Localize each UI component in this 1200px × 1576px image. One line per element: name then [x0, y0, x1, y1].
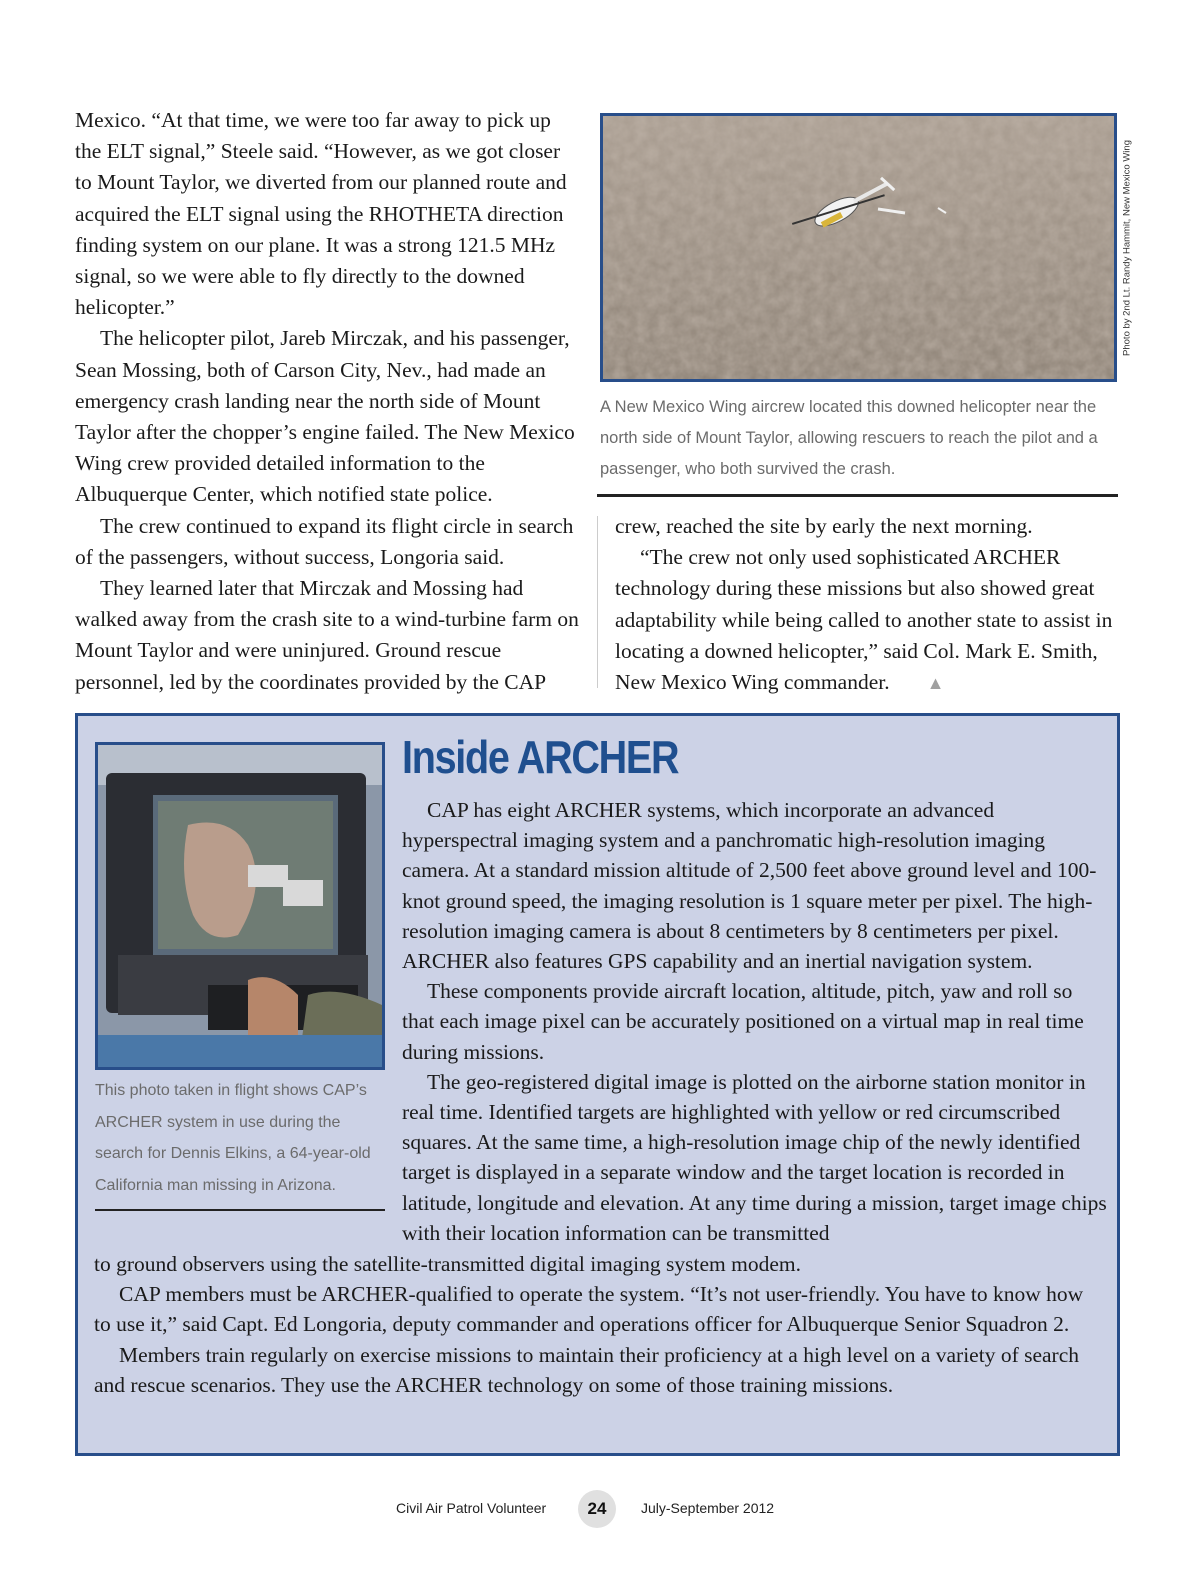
sidebar-paragraph: These components provide aircraft location, altitude, pitch, yaw and roll so that each image pixel can be accurately positioned on a virtual map in real time during missions. [402, 979, 1084, 1064]
footer-issue: July-September 2012 [641, 1500, 775, 1516]
archer-system-photo [95, 742, 385, 1070]
downed-helicopter-photo [600, 113, 1117, 382]
footer-publication: Civil Air Patrol Volunteer [396, 1500, 547, 1516]
archer-monitor-image [98, 745, 382, 1067]
caption-divider [95, 1209, 385, 1211]
helicopter-photo-caption: A New Mexico Wing aircrew located this downed helicopter near the north side of Mount Taylor, allowing rescuers to reach the pilot and a passenger, who both survived the crash. [600, 398, 1098, 478]
sidebar-title: Inside ARCHER [402, 731, 679, 783]
sidebar-paragraph: CAP has eight ARCHER systems, which incorporate an advanced hyperspectral imaging system and a panchromatic high-resolution imaging camera. At a standard mission altitude of 2,500 feet above ground level and 100-knot ground speed, the imaging resolution is 1 square meter per pixel. The high-resolution imaging camera is about 8 centimeters by 8 centimeters per pixel. ARCHER also features GPS capability and an inertial navigation system. [402, 798, 1097, 974]
caption-divider [597, 494, 1118, 497]
article-paragraph: The helicopter pilot, Jareb Mirczak, and his passenger, Sean Mossing, both of Carson City, Nev., had made an emergency crash landing near the north side of Mount Taylor after the chopper’s engine failed. The New Mexico Wing crew provided detailed information to the Albuquerque Center, which notified state police. [75, 326, 575, 507]
end-of-story-triangle-icon: ▲ [926, 673, 945, 694]
article-paragraph: They learned later that Mirczak and Mossing had walked away from the crash site to a wind-turbine farm on Mount Taylor and were uninjured. Ground rescue personnel, led by the coordinates provided by the CAP [75, 576, 579, 694]
aerial-terrain-image [603, 116, 1114, 379]
article-left-column [75, 105, 580, 698]
sidebar-paragraph: CAP members must be ARCHER-qualified to operate the system. “It’s not user-friendly. You have to know how to use it,” said Capt. Ed Longoria, deputy commander and operations officer for Albuquerque Senior Squadron 2. [94, 1282, 1084, 1337]
sidebar-paragraph: The geo-registered digital image is plotted on the airborne station monitor in real time. Identified targets are highlighted with yellow or red circumscribed squares. At the same time, a high-resolution image chip of the newly identified target is displayed in a separate window and the target location is recorded in latitude, longitude and elevation. At any time during a mission, target image chips with their location information can be transmitted [402, 1069, 1107, 1245]
column-divider [597, 516, 598, 688]
article-paragraph: The crew continued to expand its flight circle in search of the passengers, without success, Longoria said. [75, 513, 574, 569]
sidebar-text-full-width [94, 1249, 1104, 1400]
article-paragraph: crew, reached the site by early the next morning. [615, 514, 1033, 538]
page-number: 24 [578, 1490, 616, 1528]
sidebar-paragraph: Members train regularly on exercise missions to maintain their proficiency at a high level on a variety of search and rescue scenarios. They use the ARCHER technology on some of those training missions. [94, 1342, 1080, 1397]
article-paragraph: “The crew not only used sophisticated ARCHER technology during these missions but also showed great adaptability while being called to another state to assist in locating a downed helicopter,” said Col. Mark E. Smith, New Mexico Wing commander. ▲ [615, 542, 1120, 699]
article-paragraph: Mexico. “At that time, we were too far away to pick up the ELT signal,” Steele said. “However, as we got closer to Mount Taylor, we diverted from our planned route and acquired the ELT signal using the RHOTHETA direction finding system on our plane. It was a strong 121.5 MHz signal, so we were able to fly directly to the downed helicopter.” [75, 108, 567, 320]
article-right-column [615, 511, 1120, 699]
archer-photo-caption: This photo taken in flight shows CAP’s ARCHER system in use during the search for Dennis Elkins, a 64-year-old California man missing in Arizona. [95, 1082, 371, 1194]
sidebar-paragraph: to ground observers using the satellite-transmitted digital imaging system modem. [94, 1252, 801, 1276]
sidebar-text-beside-photo [402, 795, 1107, 1248]
photo-credit: Photo by 2nd Lt. Randy Hammit, New Mexico Wing [1121, 139, 1133, 356]
